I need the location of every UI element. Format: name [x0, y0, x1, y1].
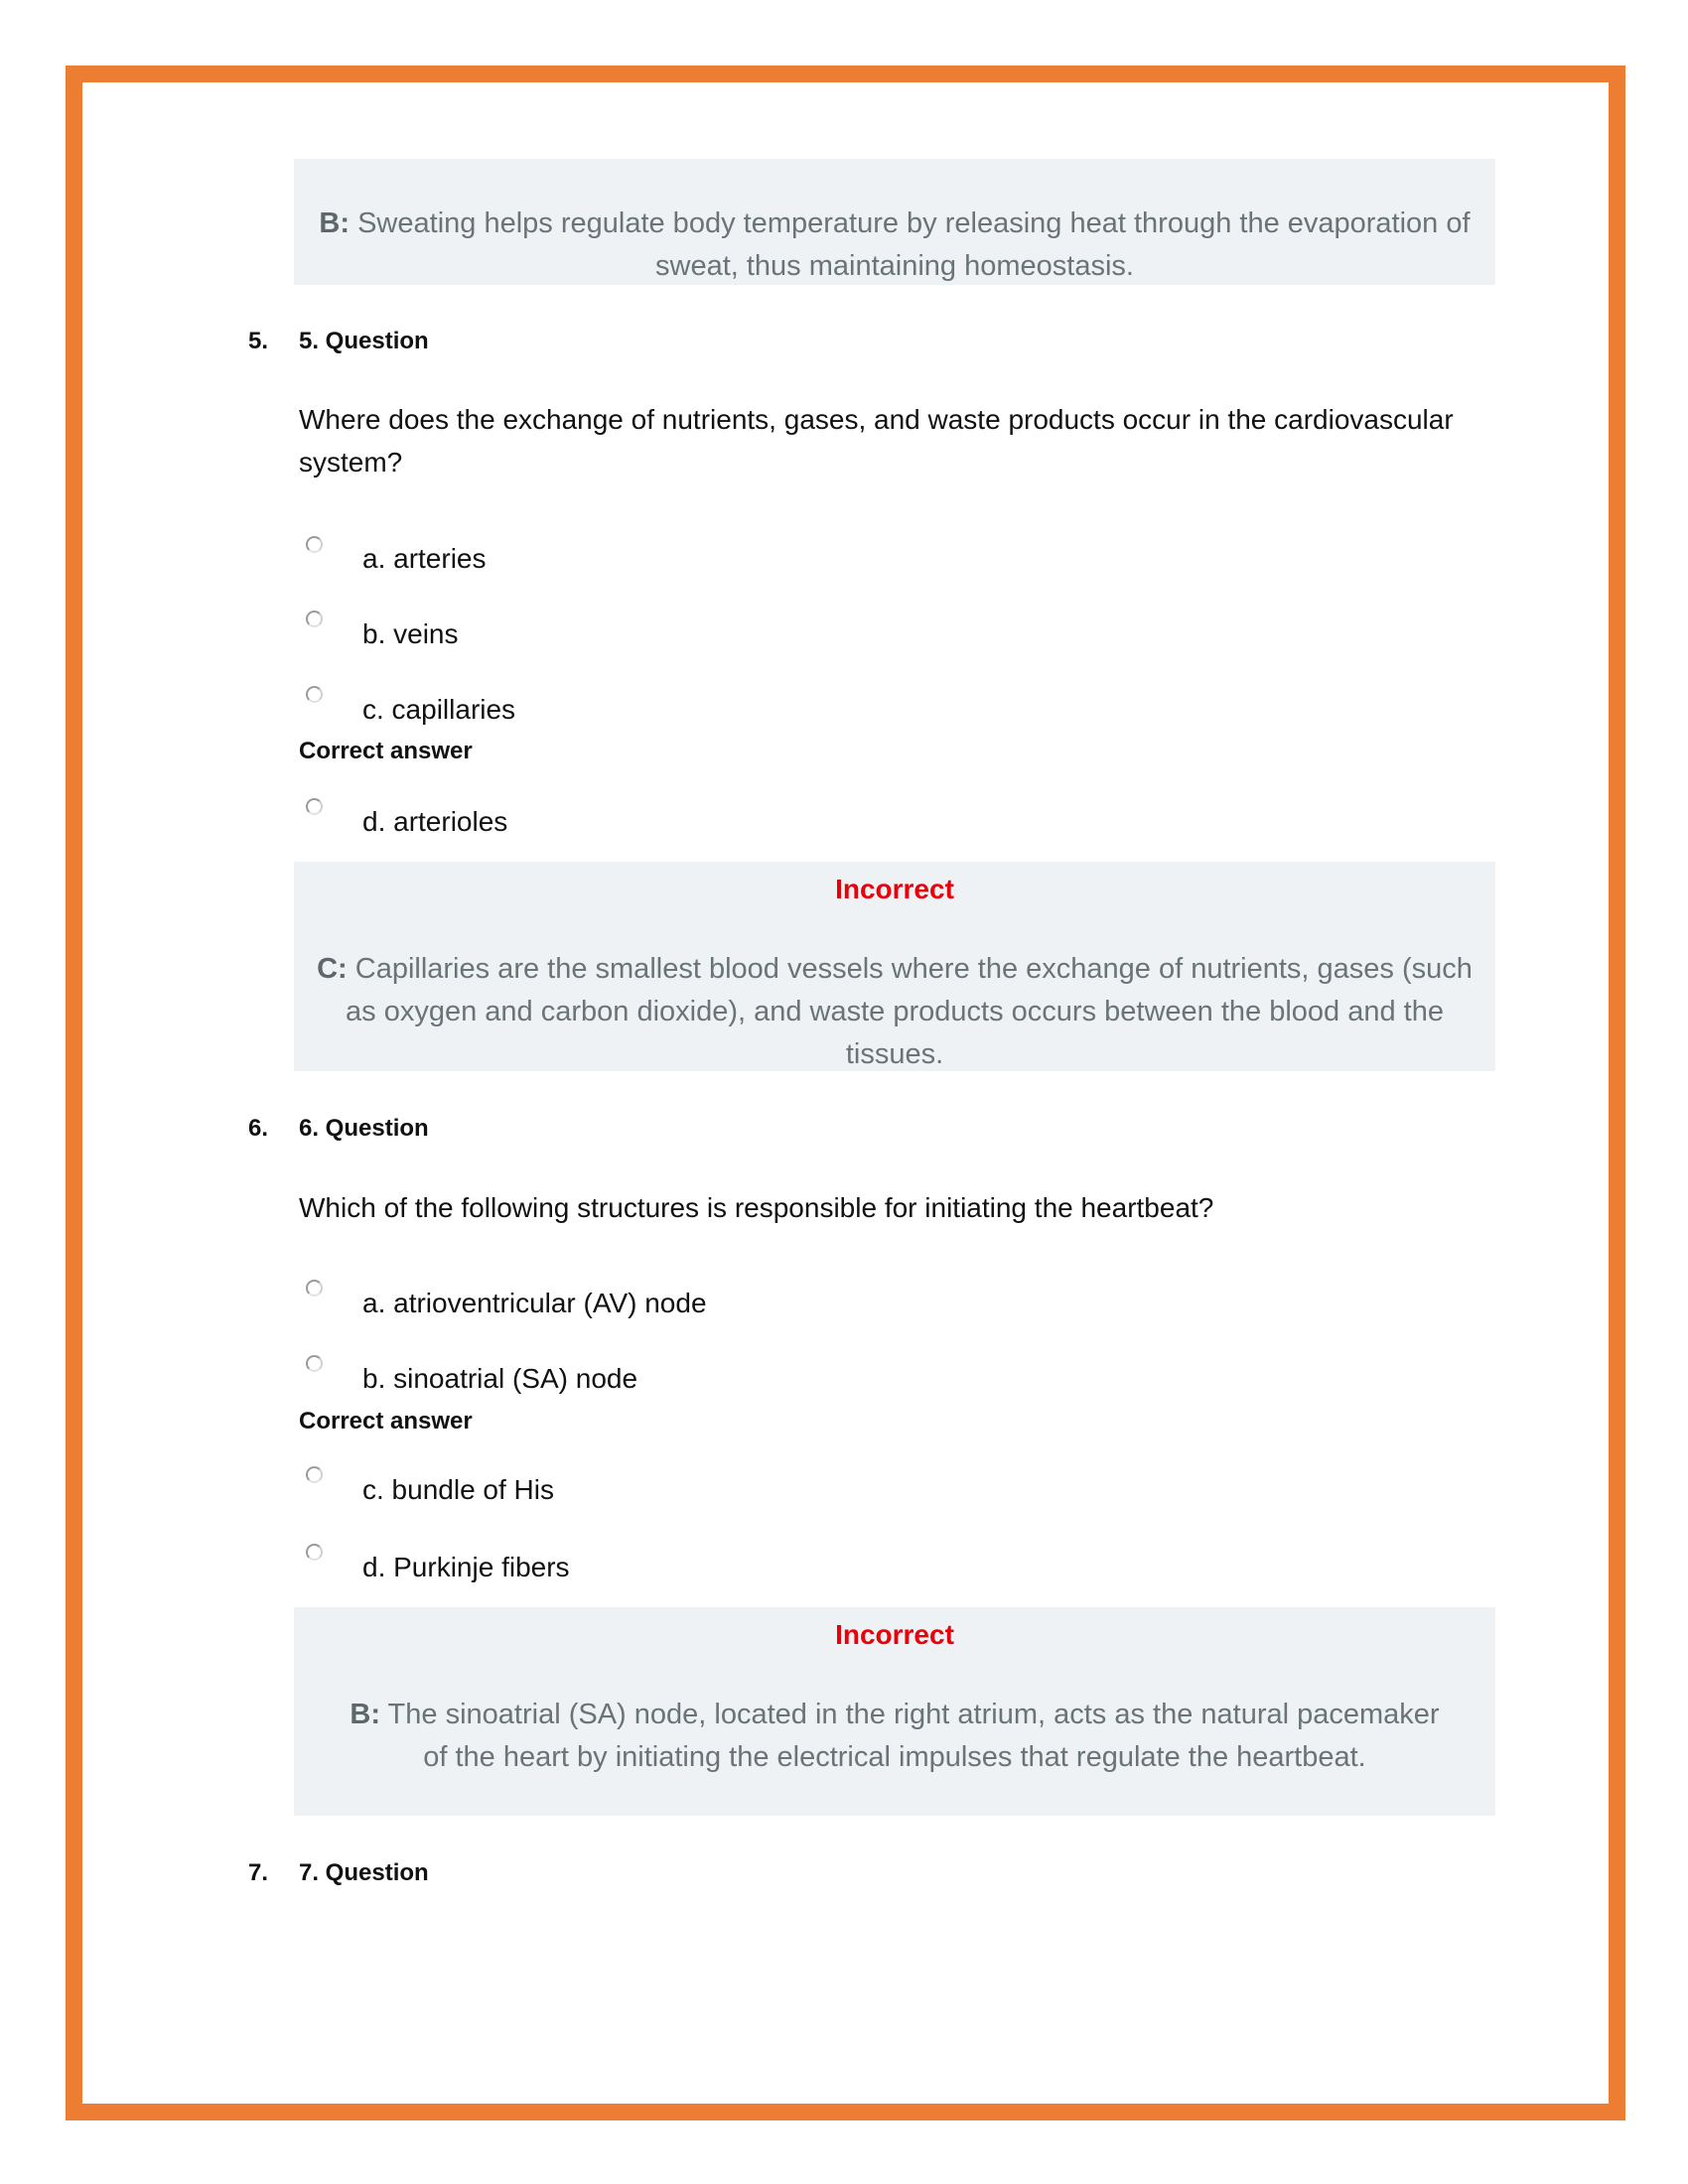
option-label: b. veins: [362, 618, 459, 649]
question-number: 7.: [248, 1859, 269, 1886]
question-number: 6.: [248, 1115, 269, 1142]
feedback-letter: B:: [319, 207, 351, 239]
radio-option-c[interactable]: [306, 686, 323, 703]
radio-option-b[interactable]: [306, 1355, 323, 1372]
feedback-letter: B:: [350, 1699, 381, 1730]
option-label: c. bundle of His: [362, 1474, 554, 1505]
feedback-box-q5: [294, 862, 1495, 1071]
question-text: Where does the exchange of nutrients, gases, and waste products occur in the cardiovascular system?: [299, 404, 1454, 478]
question-text: Which of the following structures is responsible for initiating the heartbeat?: [299, 1192, 1214, 1223]
radio-option-a[interactable]: [306, 1280, 323, 1297]
radio-option-d[interactable]: [306, 798, 323, 815]
option-label: d. Purkinje fibers: [362, 1552, 570, 1582]
feedback-letter: C:: [317, 953, 348, 985]
radio-option-b[interactable]: [306, 611, 323, 627]
feedback-text: The sinoatrial (SA) node, located in the right atrium, acts as the natural pacemaker of the heart by initiating the electrical impulses that regulate the heartbeat.: [380, 1699, 1440, 1773]
option-label: b. sinoatrial (SA) node: [362, 1363, 638, 1394]
result-incorrect: Incorrect: [835, 874, 954, 904]
option-label: c. capillaries: [362, 694, 516, 725]
question-number: 5.: [248, 328, 269, 354]
correct-answer-label: Correct answer: [299, 738, 473, 764]
feedback-box-q6: [294, 1607, 1495, 1816]
option-label: a. atrioventricular (AV) node: [362, 1288, 707, 1318]
question-title: 6. Question: [299, 1115, 429, 1142]
feedback-text: Sweating helps regulate body temperature by releasing heat through the evaporation of sweat, thus maintaining homeostasis.: [350, 207, 1471, 282]
result-incorrect: Incorrect: [835, 1619, 954, 1650]
correct-answer-label: Correct answer: [299, 1408, 473, 1434]
question-title: 5. Question: [299, 328, 429, 354]
feedback-text: Capillaries are the smallest blood vessels where the exchange of nutrients, gases (such as oxygen and carbon dioxide), and waste products occurs between the blood and the tissues.: [346, 953, 1473, 1070]
feedback-box-q4: [294, 159, 1495, 285]
radio-option-a[interactable]: [306, 536, 323, 553]
radio-option-c[interactable]: [306, 1466, 323, 1483]
option-label: a. arteries: [362, 543, 487, 574]
question-title: 7. Question: [299, 1859, 429, 1886]
radio-option-d[interactable]: [306, 1544, 323, 1561]
option-label: d. arterioles: [362, 806, 508, 837]
